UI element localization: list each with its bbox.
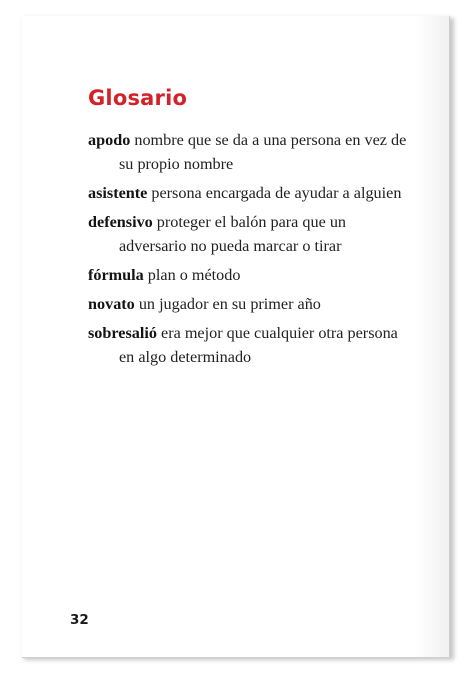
- glossary-entry-formula: [88, 263, 408, 287]
- glossary-title: Glosario: [88, 86, 188, 110]
- book-page: [22, 16, 450, 658]
- glossary-definition: plan o método: [147, 266, 241, 284]
- glossary-term: asistente: [88, 184, 148, 202]
- glossary-definition: nombre que se da a una persona en vez de su propio nombre: [119, 131, 407, 173]
- glossary-definition: era mejor que cualquier otra persona en algo determinado: [119, 324, 398, 366]
- glossary-definition: persona encargada de ayudar a alguien: [151, 184, 402, 202]
- glossary-entry-apodo: [88, 128, 408, 176]
- page-number: 32: [70, 612, 89, 628]
- glossary-term: defensivo: [88, 213, 153, 231]
- glossary-definition: un jugador en su primer año: [138, 295, 321, 313]
- glossary-term: sobresalió: [88, 324, 157, 342]
- glossary-term: novato: [88, 295, 135, 313]
- glossary-list: [88, 128, 408, 374]
- glossary-entry-sobresalio: [88, 321, 408, 369]
- glossary-term: fórmula: [88, 266, 144, 284]
- glossary-entry-novato: [88, 292, 408, 316]
- glossary-term: apodo: [88, 131, 131, 149]
- glossary-definition: proteger el balón para que un adversario no pueda marcar o tirar: [119, 213, 347, 255]
- glossary-entry-defensivo: [88, 210, 408, 258]
- glossary-entry-asistente: [88, 181, 408, 205]
